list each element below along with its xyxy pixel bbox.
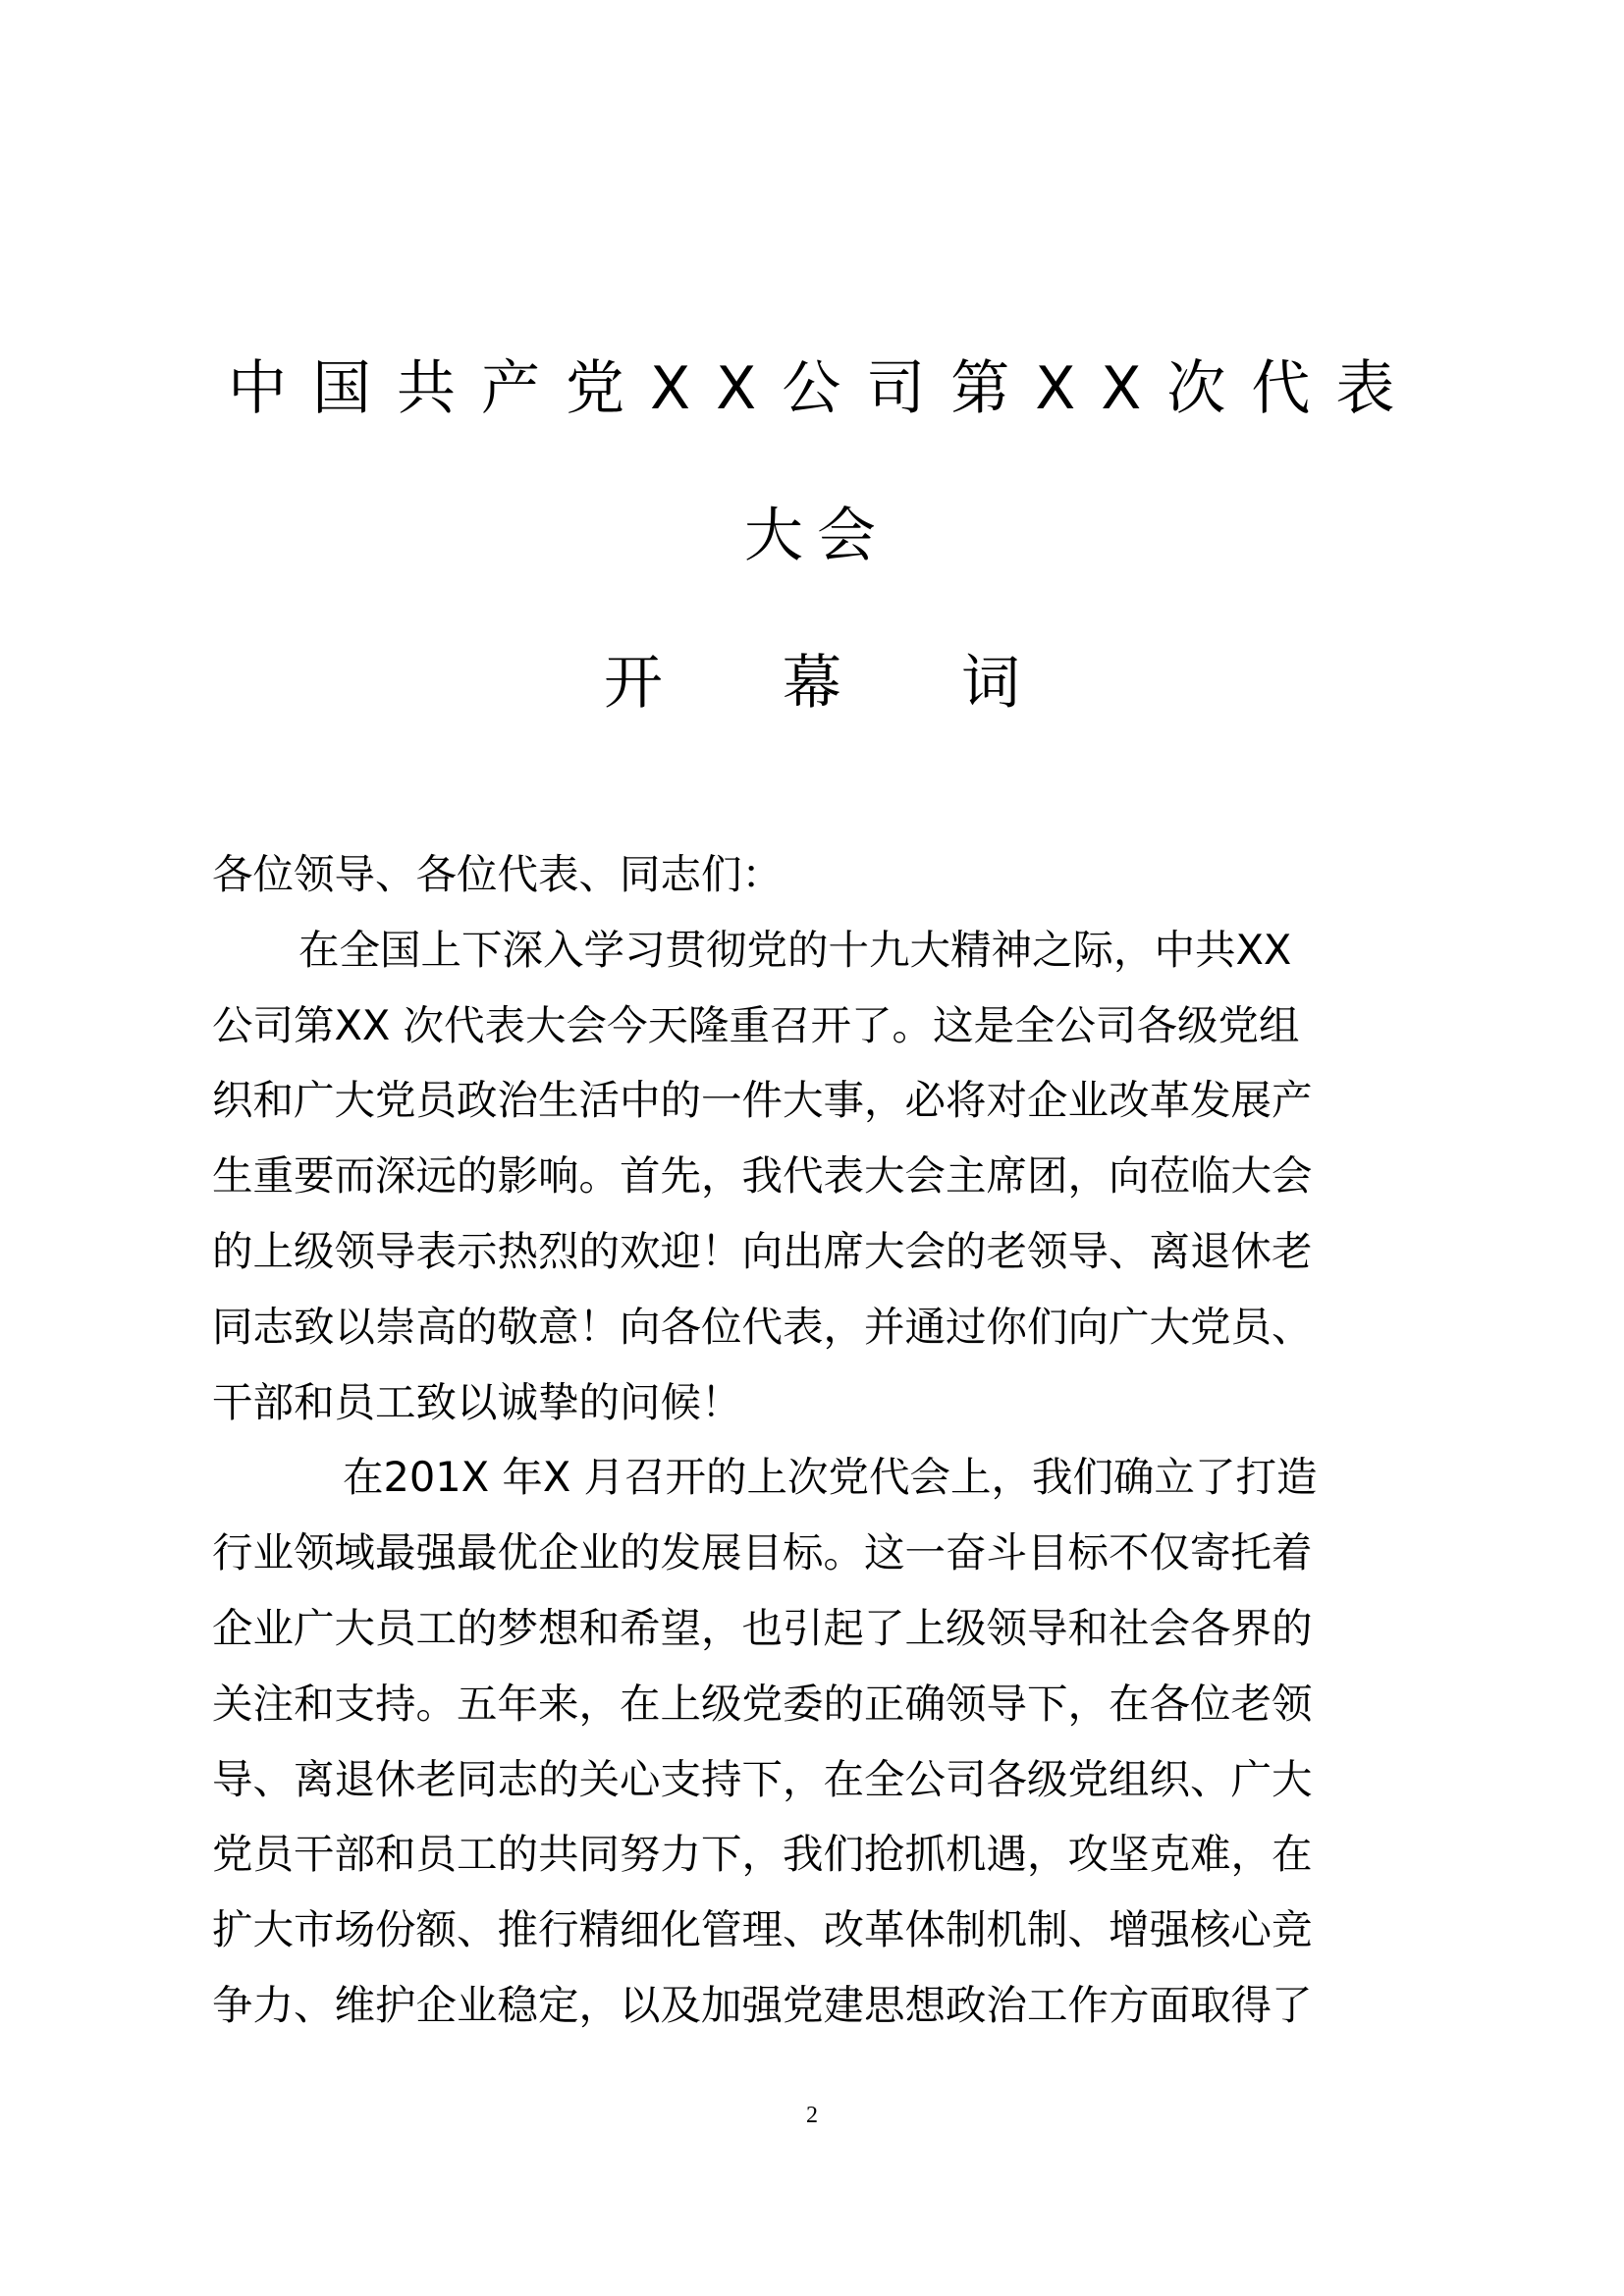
paragraph-line: 在全国上下深入学习贯彻党的十九大精神之际，中共XX [298,925,1292,974]
paragraph-line: 织和广大党员政治生活中的一件大事，必将对企业改革发展产 [212,1076,1313,1125]
paragraph-line: 导、离退休老同志的关心支持下，在全公司各级党组织、广大 [212,1754,1313,1803]
document-title-line-2: 大会 [744,502,890,570]
paragraph-2 [212,1440,1430,2043]
paragraph-line: 公司第XX 次代表大会今天隆重召开了。这是全公司各级党组 [212,1000,1300,1049]
salutation: 各位领导、各位代表、同志们： [212,850,784,898]
paragraph-line: 争力、维护企业稳定，以及加强党建思想政治工作方面取得了 [212,1980,1313,2029]
paragraph-line: 党员干部和员工的共同努力下，我们抢抓机遇，攻坚克难，在 [212,1830,1313,1879]
paragraph-line: 的上级领导表示热烈的欢迎！向出席大会的老领导、离退休老 [212,1226,1313,1275]
paragraph-line: 行业领域最强最优企业的发展目标。这一奋斗目标不仅寄托着 [212,1528,1313,1577]
paragraph-line: 关注和支持。五年来，在上级党委的正确领导下，在各位老领 [212,1679,1313,1728]
paragraph-line: 扩大市场份额、推行精细化管理、改革体制机制、增强核心竞 [212,1905,1313,1954]
paragraph-line: 在201X 年X 月召开的上次党代会上，我们确立了打造 [343,1453,1318,1502]
document-subtitle-opening-speech: 开幕词 [604,649,1140,718]
paragraph-line: 同志致以崇高的敬意！向各位代表，并通过你们向广大党员、 [212,1302,1313,1351]
document-body [212,837,1430,2044]
paragraph-1 [212,913,1430,1441]
paragraph-line: 干部和员工致以诚挚的问候！ [212,1377,742,1426]
paragraph-line: 企业广大员工的梦想和希望，也引起了上级领导和社会各界的 [212,1603,1313,1652]
paragraph-line: 生重要而深远的影响。首先，我代表大会主席团，向莅临大会 [212,1151,1313,1201]
page-number: 2 [806,2103,818,2128]
document-title-line-1: 中国共产党XX公司第XX次代表 [228,354,1421,423]
